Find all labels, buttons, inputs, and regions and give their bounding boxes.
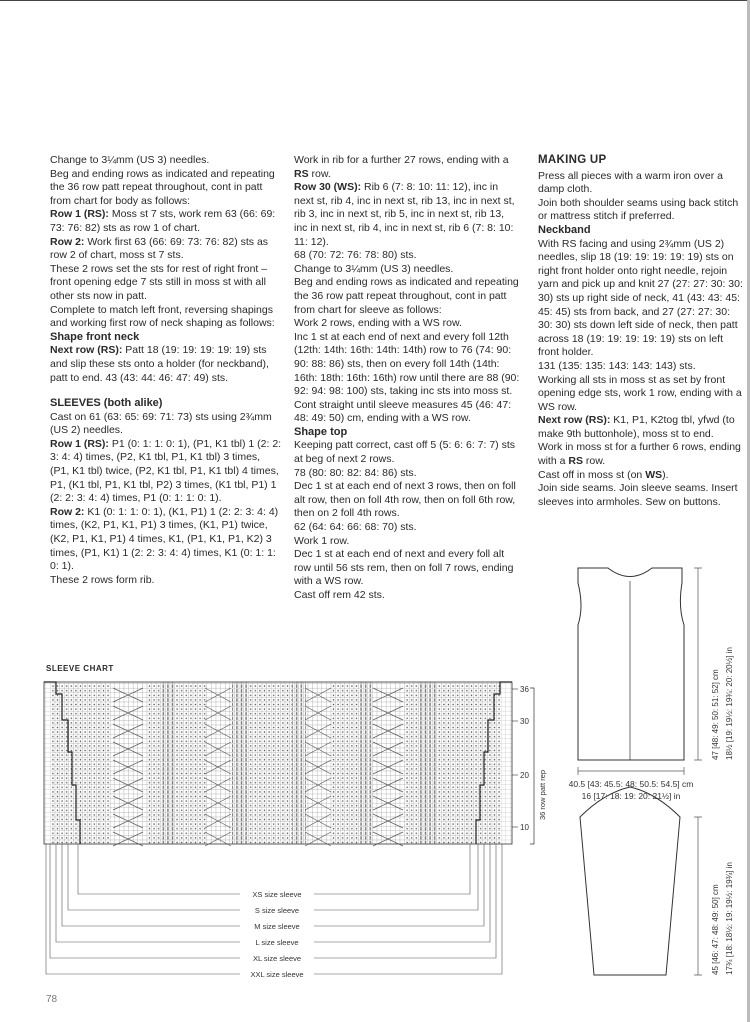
size-label: L size sleeve bbox=[255, 938, 299, 947]
paragraph bbox=[294, 589, 520, 603]
chart-panel bbox=[160, 682, 176, 844]
paragraph-text: K1 (0: 1: 1: 0: 1), (K1, P1) 1 (2: 2: 3: 4: 4) times, (K2, P1, K1, P1) 3 times, (K1, P1) twice, (K2, P1, K1, P1) 4 times, K1, (P1, K1, P1, K2) 3 times, (P1, K1) 1 (2: 2: 3: 4: 4) times, K1 (0: 1: 1: 0: 1). bbox=[50, 505, 279, 573]
paragraph bbox=[50, 304, 282, 331]
paragraph-text: Press all pieces with a warm iron over a damp cloth. bbox=[538, 169, 723, 196]
size-leader-left bbox=[46, 844, 240, 974]
paragraph-text: 62 (64: 64: 66: 68: 70) sts. bbox=[294, 521, 417, 534]
paragraph-text: Inc 1 st at each end of next and every foll 12th (12th: 14th: 16th: 14th: 14th) row to 76 (74: 90: 90: 88: 86) sts, then on every foll 14th (14th: 16th: 18th: 16th: 16th) row until there are 88 (90: 92: 94: 98: 100) sts, taking inc sts into moss st. bbox=[294, 330, 520, 398]
size-leader-left bbox=[62, 844, 240, 926]
pattern-column-2 bbox=[294, 154, 520, 603]
paragraph-text: With RS facing and using 2¾mm (US 2) needles, slip 18 (19: 19: 19: 19: 19) sts on right front holder onto right needle, rejoin yarn and pick up and knit 27 (27: 27: 30: 30: 30) sts up right side of neck, 41 (43: 43: 45: 45: 45) sts from back, and 27 (27: 27: 30: 30: 30) sts down left side of neck, then patt across 18 (19: 19: 19: 19: 19) sts on left front holder. bbox=[538, 237, 743, 359]
size-leader-left bbox=[68, 844, 240, 910]
paragraph-text: These 2 rows set the sts for rest of right front – front opening edge 7 sts still in moss st with all other sts now in patt. bbox=[50, 262, 268, 302]
paragraph bbox=[294, 154, 520, 181]
chart-panel bbox=[248, 682, 292, 844]
paragraph-text: 68 (70: 72: 76: 78: 80) sts. bbox=[294, 249, 417, 262]
paragraph-text: 131 (135: 135: 143: 143: 143) sts. bbox=[538, 359, 696, 372]
repeat-bracket bbox=[530, 688, 534, 844]
paragraph bbox=[50, 344, 282, 385]
size-leader-right bbox=[314, 844, 484, 926]
chart-title: SLEEVE CHART bbox=[46, 664, 114, 673]
size-label: XL size sleeve bbox=[252, 954, 302, 963]
bold-lead: Next row (RS): bbox=[538, 414, 611, 427]
bold-lead: Row 2: bbox=[50, 235, 85, 248]
repeat-label: 36 row patt rep bbox=[538, 769, 547, 820]
size-leader-left bbox=[50, 844, 240, 958]
body-width-cm: 40.5 [43: 45.5: 48: 50.5: 54.5] cm bbox=[568, 779, 694, 789]
paragraph-text: Cast off in moss st (on bbox=[538, 468, 646, 481]
pattern-column-1 bbox=[50, 154, 282, 587]
sleeve-length-dimension bbox=[694, 817, 702, 975]
paragraph-text: Patt 18 (19: 19: 19: 19: 19) sts and slip these sts onto a holder (for neckband), patt to end. 43 (43: 44: 46: 47: 49) sts. bbox=[50, 344, 269, 384]
paragraph-text: Cont straight until sleeve measures 45 (46: 47: 48: 49: 50) cm, ending with a WS row. bbox=[294, 398, 512, 425]
paragraph bbox=[538, 482, 744, 509]
paragraph-text: Dec 1 st at each end of next 3 rows, then on foll alt row, then on foll 4th row, then on foll 6th row, then on 2 foll 4th rows. bbox=[294, 480, 516, 520]
bold-lead: Row 30 (WS): bbox=[294, 181, 362, 194]
size-leader-right bbox=[314, 844, 502, 974]
bold-lead: Row 2: bbox=[50, 505, 85, 518]
paragraph bbox=[294, 439, 520, 466]
paragraph-text: Beg and ending rows as indicated and repeating the 36 row patt repeat throughout, cont in patt from chart for body as follows: bbox=[50, 167, 275, 207]
paragraph-text: Cast off rem 42 sts. bbox=[294, 589, 385, 601]
paragraph bbox=[538, 374, 744, 415]
paragraph-text: K1, P1, K2tog tbl, yfwd (to make 9th buttonhole), moss st to end. bbox=[538, 414, 735, 440]
size-label: XXL size sleeve bbox=[250, 970, 304, 979]
pattern-column-3 bbox=[538, 154, 744, 509]
body-length-cm: 47 [48: 49: 50: 51: 52] cm bbox=[711, 669, 720, 760]
bold-lead: Next row (RS): bbox=[50, 344, 123, 357]
paragraph bbox=[50, 506, 282, 574]
chart-panel bbox=[470, 682, 500, 844]
row-number: 36 bbox=[520, 685, 529, 694]
paragraph bbox=[538, 441, 744, 468]
paragraph bbox=[538, 170, 744, 197]
chart-panel bbox=[404, 682, 420, 844]
paragraph bbox=[50, 168, 282, 209]
section-heading: MAKING UP bbox=[538, 154, 607, 166]
size-label: M size sleeve bbox=[254, 922, 300, 931]
paragraph-text: ). bbox=[662, 468, 669, 481]
size-leader-right bbox=[314, 844, 478, 910]
section-heading: Neckband bbox=[538, 223, 591, 236]
section-heading: Shape top bbox=[294, 425, 348, 438]
paragraph bbox=[294, 399, 520, 426]
paragraph bbox=[50, 236, 282, 263]
paragraph-text: Join side seams. Join sleeve seams. Insert sleeves into armholes. Sew on buttons. bbox=[538, 482, 738, 508]
paragraph-text: Work first 63 (66: 69: 73: 76: 82) sts as row 2 of chart, moss st 7 sts. bbox=[50, 235, 269, 262]
section-heading: Shape front neck bbox=[50, 330, 140, 343]
size-leader-left bbox=[78, 844, 240, 894]
paragraph bbox=[50, 263, 282, 304]
chart-panel bbox=[148, 682, 160, 844]
length-dimension bbox=[694, 568, 702, 760]
sleeve-outline bbox=[580, 787, 680, 975]
paragraph bbox=[294, 181, 520, 249]
bold-term: RS bbox=[294, 167, 309, 180]
page-number: 78 bbox=[46, 994, 58, 1005]
size-leader-right bbox=[314, 844, 496, 958]
paragraph-text: row. bbox=[308, 167, 331, 180]
paragraph-text: Change to 3¼mm (US 3) needles. bbox=[294, 262, 454, 275]
sleeve-length-cm: 45 [46: 47: 48: 49: 50] cm bbox=[711, 884, 720, 975]
paragraph-text: Moss st 7 sts, work rem 63 (66: 69: 73: 76: 82) sts as row 1 of chart. bbox=[50, 208, 276, 234]
paragraph-text: Rib 6 (7: 8: 10: 11: 12), inc in next st, rib 4, inc in next st, rib 13, inc in next st, rib 3, inc in next st, rib 5, inc in next st, rib 13, inc in next st, rib 4, inc in next st, rib 6 (7: 8: 10: 11: 12). bbox=[294, 181, 515, 248]
paragraph bbox=[294, 535, 520, 549]
paragraph-text: P1 (0: 1: 1: 0: 1), (P1, K1 tbl) 1 (2: 2: 3: 4: 4) times, (P2, K1 tbl, P1, K1 tbl) 3 times, (P1, K1 tbl) twice, (P2, K1 tbl, P1, K1 tbl) 4 times, P1, (K1 tbl, P1, K1 tbl, P2) 3 times, (K1 tbl, P1) 1 (2: 2: 3: 4: 4) times, P1 (0: 1: 1: 0: 1). bbox=[50, 437, 282, 505]
paragraph-text: Complete to match left front, reversing shapings and working first row of neck shaping as follows: bbox=[50, 303, 275, 330]
paragraph-text: Beg and ending rows as indicated and repeating the 36 row patt repeat throughout, cont in patt from chart for sleeve as follows: bbox=[294, 276, 519, 316]
size-leader-right bbox=[314, 844, 470, 894]
paragraph bbox=[294, 521, 520, 535]
paragraph-text: row. bbox=[582, 455, 606, 468]
paragraph-text: Dec 1 st at each end of next and every foll alt row until 56 sts rem, then on foll 7 rows, ending with a WS row. bbox=[294, 548, 514, 588]
paragraph bbox=[294, 317, 520, 331]
paragraph bbox=[538, 238, 744, 360]
section-heading: SLEEVES (both alike) bbox=[50, 397, 163, 410]
paragraph-text: Keeping patt correct, cast off 5 (5: 6: 6: 7: 7) sts at beg of next 2 rows. bbox=[294, 439, 516, 466]
chart-panel bbox=[232, 682, 248, 844]
width-dimension bbox=[578, 767, 684, 775]
bold-lead: Row 1 (RS): bbox=[50, 208, 109, 221]
chart-panel bbox=[436, 682, 470, 844]
paragraph bbox=[50, 574, 282, 588]
paragraph-text: These 2 rows form rib. bbox=[50, 573, 155, 586]
bold-term: WS bbox=[645, 468, 663, 481]
garment-schematic bbox=[550, 555, 750, 995]
size-leader-left bbox=[56, 844, 240, 942]
body-length-in: 18½ [19: 19½: 19¾: 20: 20½] in bbox=[725, 647, 734, 760]
chart-panel bbox=[374, 682, 404, 844]
chart-panel bbox=[82, 682, 110, 844]
paragraph-text: Working all sts in moss st as set by front opening edge sts, work 1 row, ending with a WS row. bbox=[538, 373, 742, 413]
paragraph-text: Work 1 row. bbox=[294, 534, 350, 547]
paragraph bbox=[50, 411, 282, 438]
size-label: S size sleeve bbox=[254, 906, 300, 915]
paragraph bbox=[294, 548, 520, 589]
size-leader-right bbox=[314, 844, 490, 942]
paragraph bbox=[294, 249, 520, 263]
chart-panel bbox=[176, 682, 206, 844]
paragraph bbox=[50, 438, 282, 506]
paragraph-text: Work in moss st for a further 6 rows, ending with a bbox=[538, 441, 741, 468]
paragraph-text: Work in rib for a further 27 rows, ending with a bbox=[294, 154, 509, 166]
chart-panel bbox=[332, 682, 360, 844]
paragraph-text: 78 (80: 80: 82: 84: 86) sts. bbox=[294, 466, 417, 479]
paragraph bbox=[50, 208, 282, 235]
bold-lead: Row 1 (RS): bbox=[50, 437, 109, 450]
row-number: 30 bbox=[520, 717, 529, 726]
body-width-in: 16 [17: 18: 19: 20: 21½] in bbox=[581, 791, 681, 801]
sleeve-length-in: 17¾ [18: 18½: 19: 19½: 19¾] in bbox=[725, 862, 734, 975]
paragraph-text: Cast on 61 (63: 65: 69: 71: 73) sts using 2¾mm (US 2) needles. bbox=[50, 410, 272, 437]
paragraph bbox=[294, 263, 520, 277]
paragraph bbox=[538, 197, 744, 224]
top-rule bbox=[0, 0, 750, 1]
size-label: XS size sleeve bbox=[252, 890, 302, 899]
bold-term: RS bbox=[568, 455, 583, 468]
paragraph bbox=[538, 414, 744, 441]
paragraph bbox=[294, 480, 520, 521]
paragraph-text: Change to 3¼mm (US 3) needles. bbox=[50, 154, 210, 166]
row-number: 20 bbox=[520, 771, 529, 780]
row-number: 10 bbox=[520, 823, 529, 832]
paragraph bbox=[538, 360, 744, 374]
paragraph bbox=[294, 467, 520, 481]
chart-panel bbox=[360, 682, 374, 844]
sleeve-chart bbox=[0, 670, 560, 1000]
paragraph-text: Join both shoulder seams using back stitch or mattress stitch if preferred. bbox=[538, 196, 739, 223]
paragraph bbox=[50, 154, 282, 168]
paragraph bbox=[294, 331, 520, 399]
paragraph-text: Work 2 rows, ending with a WS row. bbox=[294, 317, 462, 330]
chart-panel bbox=[420, 682, 436, 844]
paragraph bbox=[538, 469, 744, 483]
body-outline bbox=[578, 568, 684, 760]
chart-panel bbox=[292, 682, 306, 844]
paragraph bbox=[294, 276, 520, 317]
